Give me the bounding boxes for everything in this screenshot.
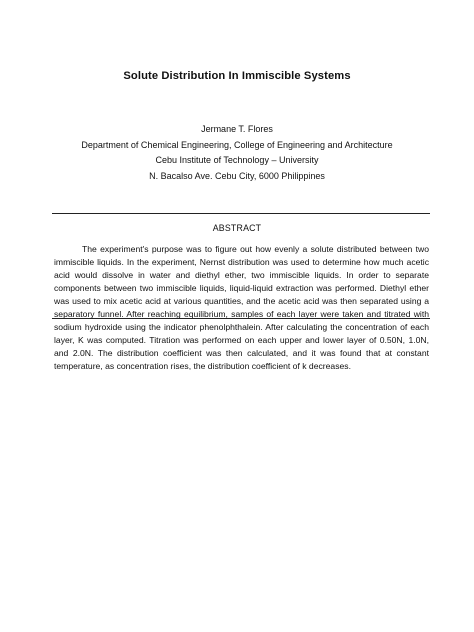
author-name: Jermane T. Flores (201, 124, 273, 134)
abstract-body: The experiment's purpose was to figure out how evenly a solute distributed between two immiscible liquids. In the experiment, Nernst distribution was used to determine how much acetic acid would dissolve in water and diethyl ether, two immiscible liquids. In order to separate components between two immiscible liquids, liquid-liquid extraction was performed. Diethyl ether was used to mix acetic acid at various quantities, and the acetic acid was then separated using a separatory funnel. After reaching equilibrium, samples of each layer were taken and titrated with sodium hydroxide using the indicator phenolphthalein. After calculating the concentration of each layer, K was computed. Titration was performed on each upper and lower layer of 0.50N, 1.0N, and 2.0N. The distribution coefficient was then calculated, and it was found that at constant temperature, as concentration rises, the distribution coefficient of k decreases. (54, 244, 429, 371)
author-affiliation-block (0, 122, 474, 184)
author-address: N. Bacalso Ave. Cebu City, 6000 Philippines (149, 170, 325, 181)
abstract-bottom-rule (52, 318, 430, 319)
abstract-top-rule (52, 213, 430, 214)
author-department: Department of Chemical Engineering, College of Engineering and Architecture (81, 139, 393, 150)
paper-title: Solute Distribution In Immiscible Systems (123, 70, 351, 82)
abstract-heading: ABSTRACT (212, 223, 262, 233)
author-institution: Cebu Institute of Technology – University (155, 155, 319, 166)
